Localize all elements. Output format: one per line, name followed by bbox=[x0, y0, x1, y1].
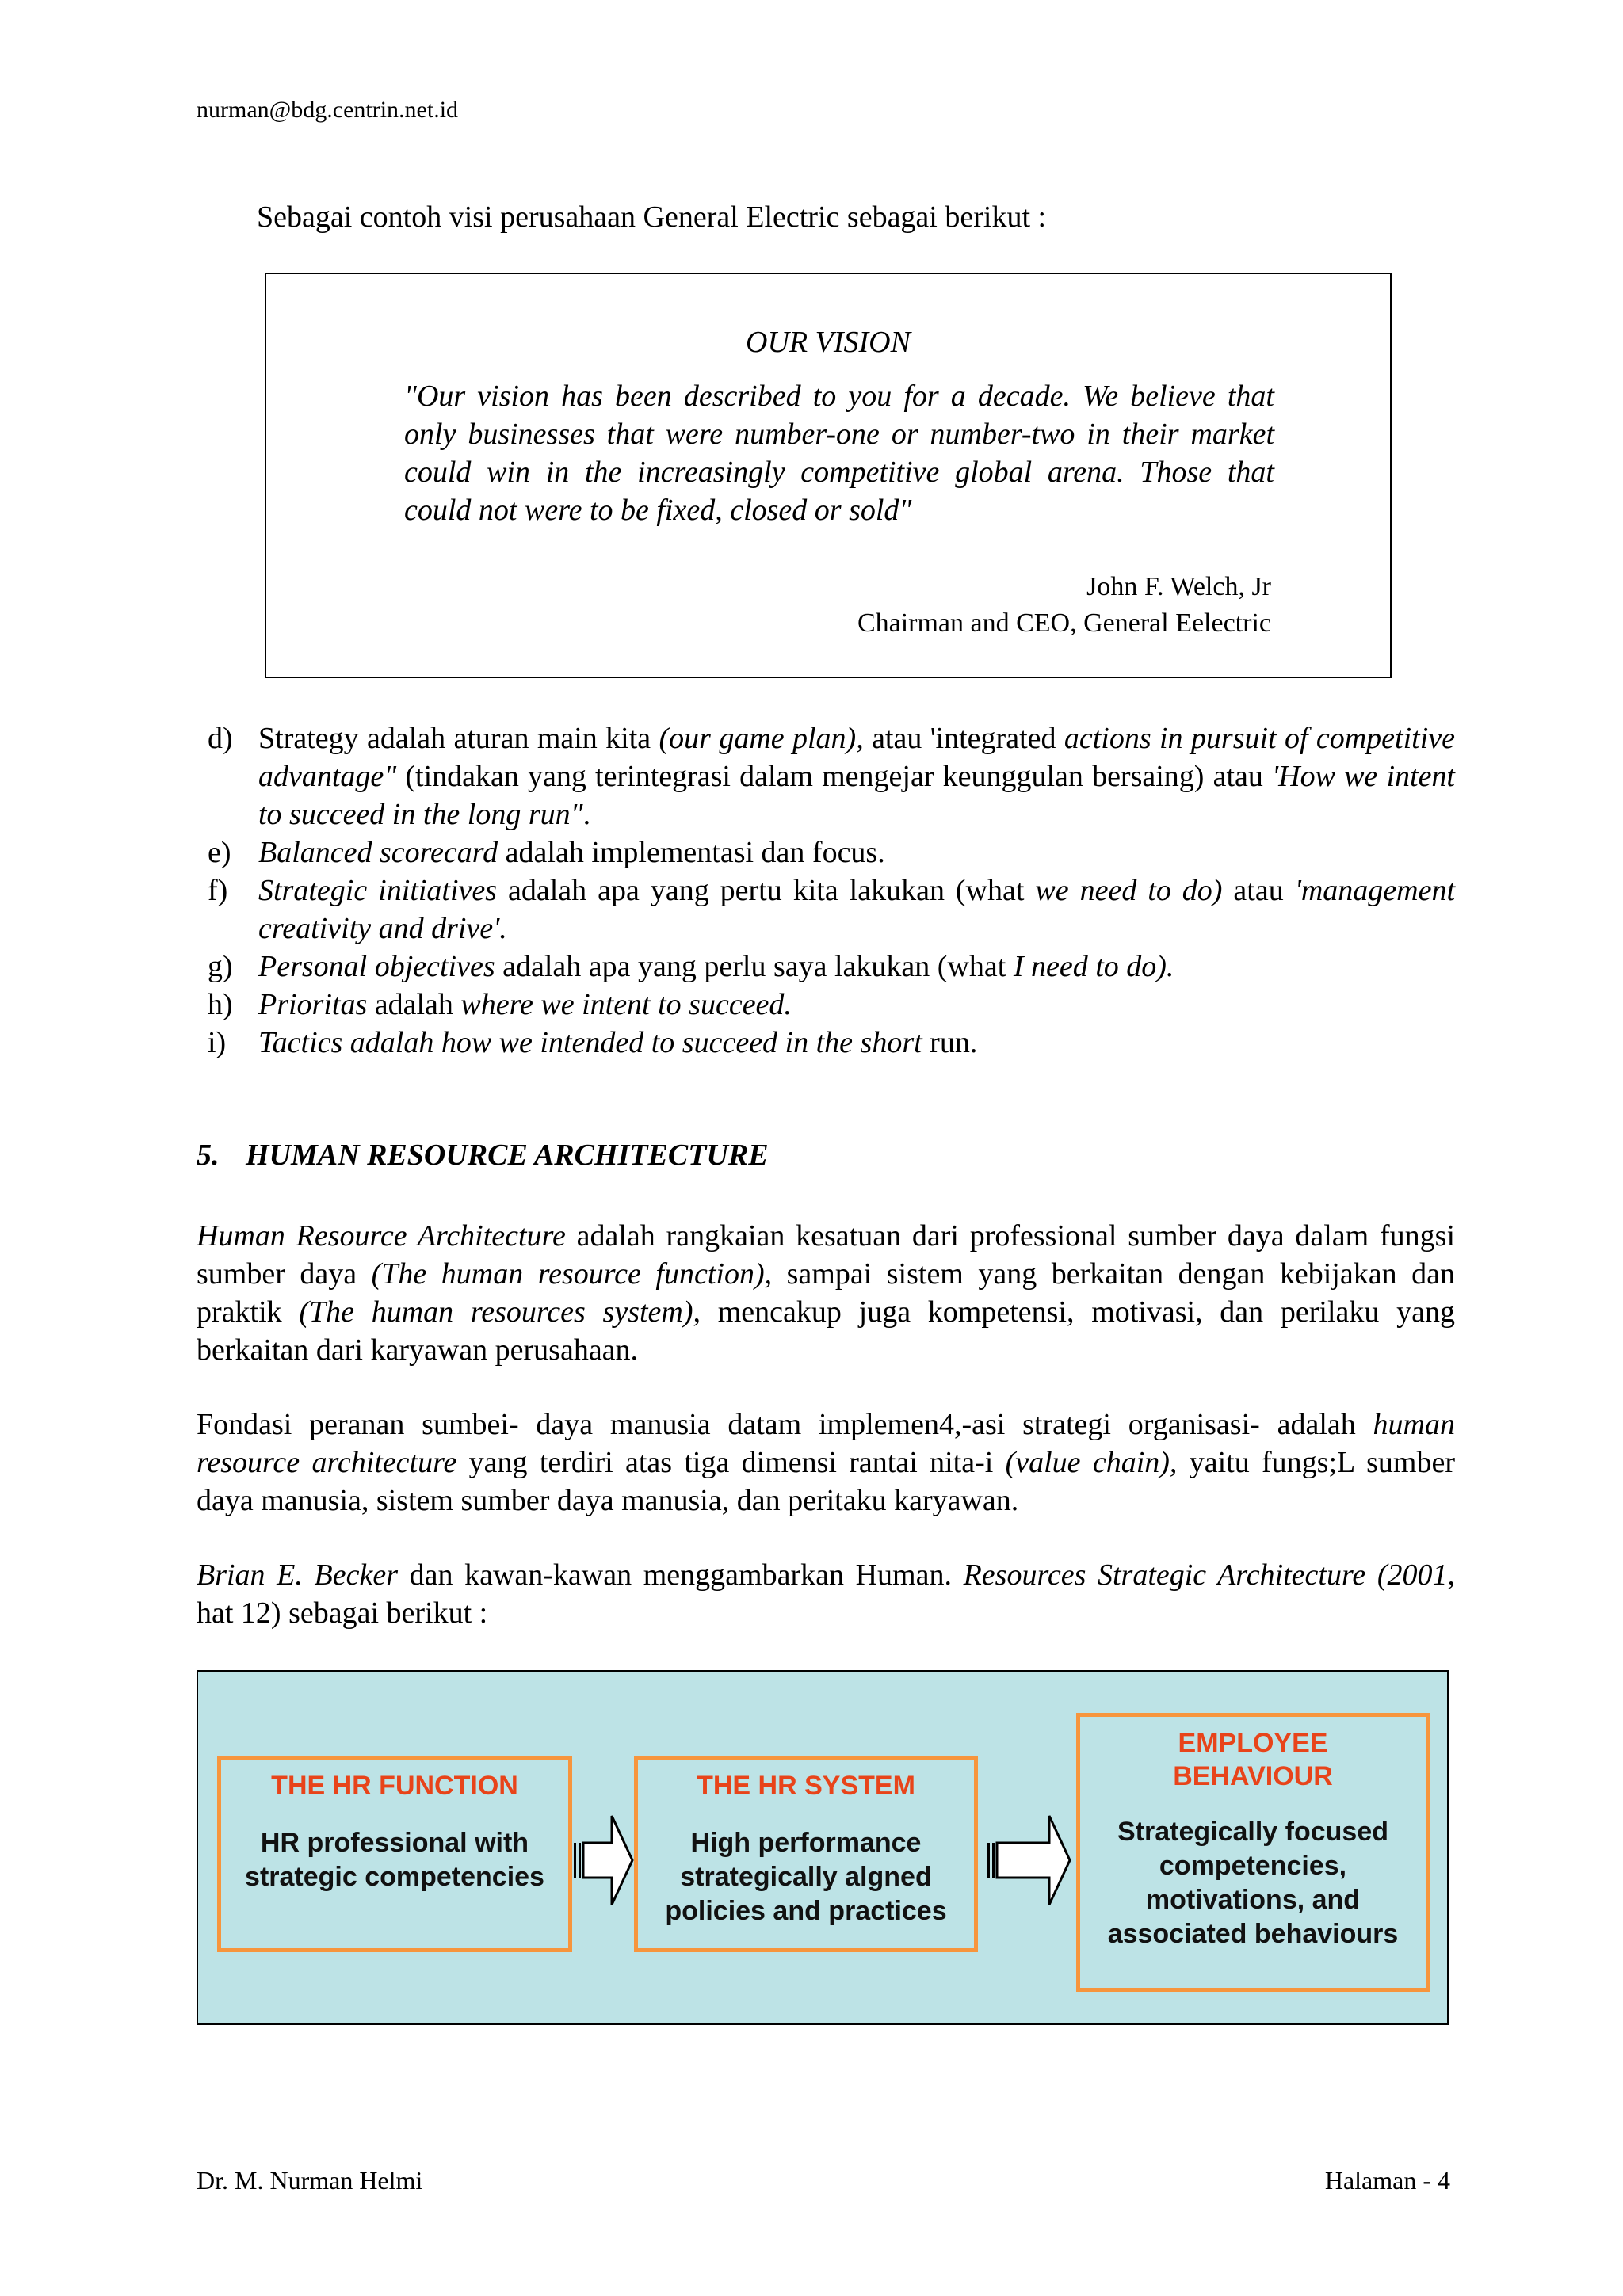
hr-system-line-1: High performance bbox=[690, 1828, 922, 1858]
vision-author: John F. Welch, Jr bbox=[1086, 572, 1271, 601]
text-run: Fondasi peranan sumbei- daya manusia datam implemen4,-asi strategi organisasi- adalah bbox=[197, 1408, 1373, 1441]
italic-text-run: Tactics adalah how we intended to succeed in the short bbox=[258, 1026, 922, 1059]
text-run: (tindakan yang terintegrasi dalam mengejar keunggulan bersaing) atau bbox=[396, 760, 1273, 793]
footer-page-number: Halaman - 4 bbox=[1324, 2166, 1450, 2195]
list-item bbox=[208, 871, 1455, 948]
hr-system-line-3: policies and practices bbox=[665, 1896, 947, 1926]
paragraph-becker bbox=[197, 1556, 1455, 1632]
text-run: Strategy adalah aturan main kita bbox=[258, 722, 659, 755]
hr-system-box bbox=[634, 1756, 978, 1952]
italic-text-run: Personal objectives bbox=[258, 950, 495, 983]
list-item-text bbox=[258, 719, 1455, 833]
section-number: 5. bbox=[197, 1138, 220, 1172]
section-heading bbox=[197, 1138, 769, 1173]
paragraph-hr-architecture bbox=[197, 1217, 1455, 1369]
employee-behaviour-title bbox=[1080, 1726, 1426, 1793]
vision-author-role: Chairman and CEO, General Eelectric bbox=[857, 608, 1271, 638]
right-arrow-icon bbox=[986, 1813, 1073, 1908]
italic-text-run: Strategic initiatives bbox=[258, 874, 498, 907]
list-item-text bbox=[258, 948, 1455, 986]
italic-text-run: Balanced scorecard bbox=[258, 836, 498, 869]
employee-behaviour-line-2: competencies, bbox=[1159, 1851, 1347, 1881]
employee-behaviour-title-line-2: BEHAVIOUR bbox=[1173, 1761, 1333, 1791]
hr-architecture-diagram bbox=[197, 1670, 1449, 2025]
text-run: dan kawan-kawan menggambarkan Human. bbox=[397, 1558, 964, 1592]
hr-system-body bbox=[638, 1826, 974, 1928]
list-item-text bbox=[258, 986, 1455, 1024]
italic-text-run: 'management creativity and drive'. bbox=[258, 874, 1456, 945]
text-run: yaitu fungs;L sumber daya manusia, sistem sumber daya manusia, dan peritaku karyawan. bbox=[197, 1446, 1455, 1517]
italic-text-run: we need to do) bbox=[1035, 874, 1223, 907]
text-run: adalah bbox=[367, 988, 461, 1021]
employee-behaviour-body bbox=[1080, 1815, 1426, 1951]
header-email: nurman@bdg.centrin.net.id bbox=[197, 97, 459, 123]
list-item bbox=[208, 833, 1455, 871]
list-item bbox=[208, 986, 1455, 1024]
hr-function-title: THE HR FUNCTION bbox=[271, 1771, 518, 1801]
employee-behaviour-line-3: motivations, and bbox=[1145, 1885, 1361, 1915]
text-run: adalah rangkaian kesatuan dari professional sumber daya dalam fungsi sumber daya bbox=[197, 1219, 1456, 1291]
list-item bbox=[208, 1024, 1455, 1062]
text-run: run. bbox=[922, 1026, 978, 1059]
list-item-text bbox=[258, 833, 1455, 871]
hr-system-title: THE HR SYSTEM bbox=[697, 1771, 915, 1801]
vision-signature bbox=[857, 569, 1271, 642]
italic-text-run: human resource architecture bbox=[197, 1408, 1455, 1479]
employee-behaviour-box bbox=[1076, 1713, 1430, 1992]
italic-text-run: (our game plan), bbox=[659, 722, 864, 755]
italic-text-run: actions in pursuit of competitive advantage" bbox=[258, 722, 1456, 793]
list-item-marker: g) bbox=[208, 950, 233, 983]
italic-text-run: (The human resource function), bbox=[371, 1257, 773, 1291]
footer-author: Dr. M. Nurman Helmi bbox=[197, 2166, 423, 2195]
italic-text-run: (The human resources system), bbox=[299, 1295, 701, 1329]
italic-text-run: 'How we intent to succeed in the long run" bbox=[258, 760, 1455, 831]
hr-function-line-2: strategic competencies bbox=[245, 1862, 544, 1892]
text-run: adalah apa yang pertu kita lakukan (what bbox=[497, 874, 1036, 907]
employee-behaviour-title-line-1: EMPLOYEE bbox=[1178, 1728, 1328, 1758]
vision-quote: "Our vision has been described to you for a decade. We believe that only businesses that were number-one or number-two in their market could win in the increasingly competitive global arena. Those that could not were to be fixed, closed or sold" bbox=[404, 379, 1274, 527]
text-run: atau 'integrated bbox=[863, 722, 1064, 755]
list-item-marker: i) bbox=[208, 1026, 227, 1059]
text-run: hat 12) sebagai berikut : bbox=[197, 1596, 488, 1630]
hr-function-body bbox=[221, 1826, 568, 1894]
text-run: . bbox=[582, 798, 591, 831]
section-title: HUMAN RESOURCE ARCHITECTURE bbox=[246, 1138, 769, 1172]
right-arrow-icon bbox=[572, 1813, 636, 1908]
employee-behaviour-line-1: Strategically focused bbox=[1117, 1817, 1388, 1847]
text-run: mencakup juga kompetensi, motivasi, dan perilaku yang berkaitan dari karyawan perusahaan. bbox=[197, 1295, 1455, 1367]
list-item-marker: f) bbox=[208, 874, 228, 907]
text-run: yang terdiri atas tiga dimensi rantai nita-i bbox=[456, 1446, 1006, 1479]
italic-text-run: I need to do). bbox=[1013, 950, 1174, 983]
list-item bbox=[208, 948, 1455, 986]
list-item-marker: h) bbox=[208, 988, 233, 1021]
vision-box bbox=[265, 273, 1392, 678]
hr-function-line-1: HR professional with bbox=[260, 1828, 529, 1858]
list-item-marker: e) bbox=[208, 836, 231, 869]
list-item-text bbox=[258, 1024, 1455, 1062]
italic-text-run: where we intent to succeed. bbox=[460, 988, 792, 1021]
intro-sentence: Sebagai contoh visi perusahaan General Electric sebagai berikut : bbox=[257, 200, 1047, 234]
text-run: sampai sistem yang berkaitan dengan kebijakan dan praktik bbox=[197, 1257, 1455, 1329]
vision-title: OUR VISION bbox=[746, 326, 911, 359]
strategy-list bbox=[208, 719, 1455, 1062]
paragraph-fondasi bbox=[197, 1405, 1455, 1520]
text-run: atau bbox=[1222, 874, 1295, 907]
employee-behaviour-line-4: associated behaviours bbox=[1107, 1919, 1399, 1949]
italic-text-run: (value chain), bbox=[1005, 1446, 1178, 1479]
italic-text-run: Prioritas bbox=[258, 988, 368, 1021]
list-item bbox=[208, 719, 1455, 833]
list-item-text bbox=[258, 871, 1455, 948]
italic-text-run: Human Resource Architecture bbox=[197, 1219, 566, 1253]
italic-text-run: Brian E. Becker bbox=[197, 1558, 398, 1592]
hr-system-line-2: strategically algned bbox=[680, 1862, 932, 1892]
italic-text-run: Resources Strategic Architecture (2001, bbox=[963, 1558, 1455, 1592]
hr-function-box bbox=[217, 1756, 572, 1952]
text-run: adalah apa yang perlu saya lakukan (what bbox=[495, 950, 1014, 983]
list-item-marker: d) bbox=[208, 722, 233, 755]
text-run: adalah implementasi dan focus. bbox=[498, 836, 885, 869]
